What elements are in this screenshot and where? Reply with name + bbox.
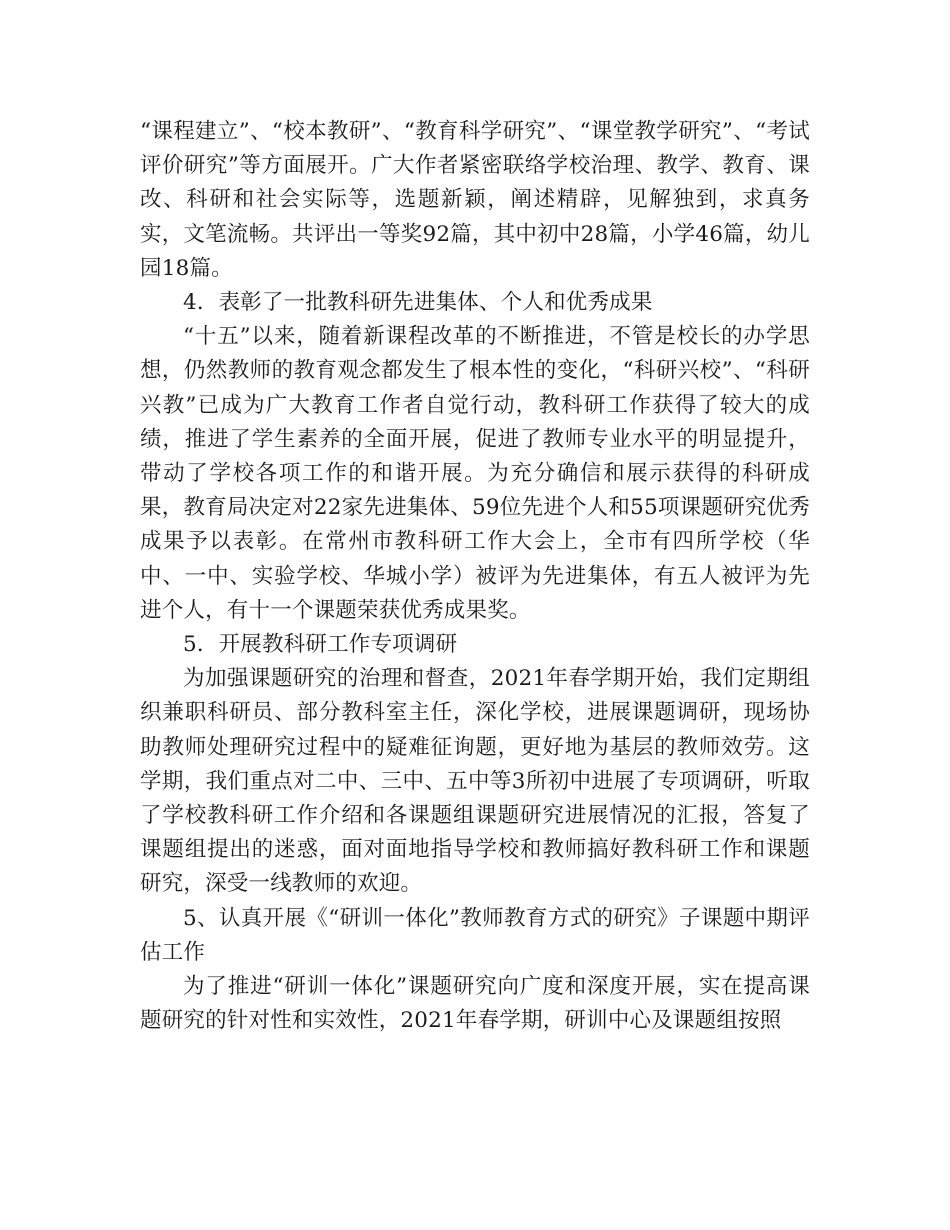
section-heading-5-survey: 5．开展教科研工作专项调研 [183,632,458,658]
paragraph-survey: 为加强课题研究的治理和督查，2021年春学期开始，我们定期组织兼职科研员、部分教科室主任，深化学校，进展课题调研，现场协助教师处理研究过程中的疑难征询题，更好地为基层的教师效劳。这学期，我们重点对二中、三中、五中等3所初中进展了专项调研，听取了学校教科研工作介绍和各课题组课题研究进展情况的汇报，答复了课题组提出的迷惑，面对面地指导学校和教师搞好教科研工作和课题研究，深受一线教师的欢迎。 [140,666,810,897]
paragraph-continuation: “课程建立”、“校本教研”、“教育科学研究”、“课堂教学研究”、“考试评价研究”等方面展开。广大作者紧密联络学校治理、教学、教育、课改、科研和社会实际等，选题新颖，阐述精辟，见解独到，求真务实，文笔流畅。共评出一等奖92篇，其中初中28篇，小学46篇，幼儿园18篇。 [140,119,810,281]
document-body [140,115,810,1038]
paragraph-awards: “十五”以来，随着新课程改革的不断推进，不管是校长的办学思想，仍然教师的教育观念都发生了根本性的变化，“科研兴校”、“科研兴教”已成为广大教育工作者自觉行动，教科研工作获得了较大的成绩，推进了学生素养的全面开展，促进了教师专业水平的明显提升，带动了学校各项工作的和谐开展。为充分确信和展示获得的科研成果，教育局决定对22家先进集体、59位先进个人和55项课题研究优秀成果予以表彰。在常州市教科研工作大会上，全市有四所学校（华中、一中、实验学校、华城小学）被评为先进集体，有五人被评为先进个人，有十一个课题荣获优秀成果奖。 [140,324,810,623]
paragraph-evaluation: 为了推进“研训一体化”课题研究向广度和深度开展，实在提高课题研究的针对性和实效性，2021年春学期，研训中心及课题组按照 [140,974,810,1034]
section-heading-4: 4．表彰了一批教科研先进集体、个人和优秀成果 [183,290,653,316]
section-heading-5-evaluation: 5、认真开展《“研训一体化”教师教育方式的研究》子课题中期评估工作 [140,905,810,965]
